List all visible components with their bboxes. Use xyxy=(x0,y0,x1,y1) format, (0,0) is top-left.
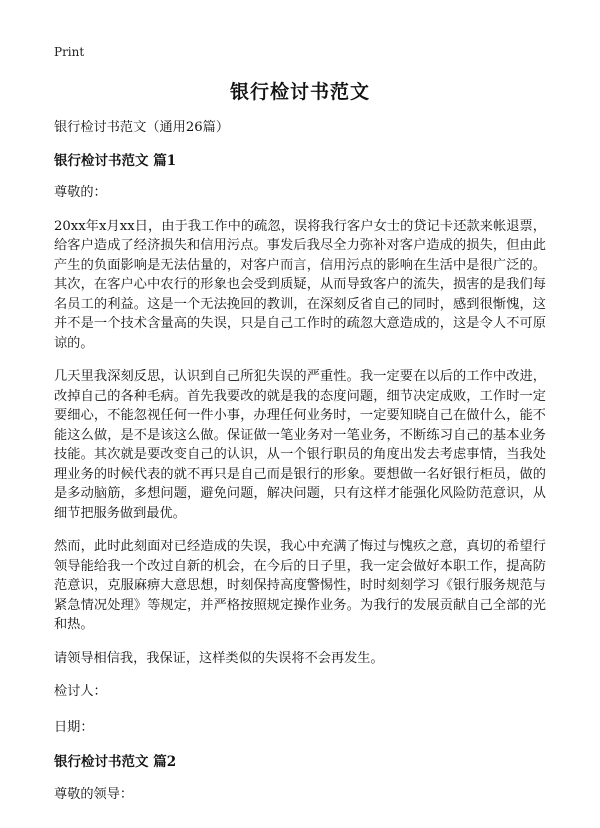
paragraph: 20xx年x月xx日，由于我工作中的疏忽，误将我行客户女士的贷记卡还款来帐退票，给客户造成了经济损失和信用污点。事发后我尽全力弥补对客户造成的损失，但由此产生的负面影响是无法估量的，对客户而言，信用污点的影响在生活中是很广泛的。其次，在客户心中农行的形象也会受到质疑，从而导致客户的流失，损害的是我们每名员工的利益。这是一个无法挽回的教训，在深刻反省自己的同时，感到很惭愧，这并不是一个技术含量高的失误，只是自己工作时的疏忽大意造成的，这是令人不可原谅的。 xyxy=(54,218,546,351)
page-title: 银行检讨书范文 xyxy=(229,81,370,103)
document-subtitle: 银行检讨书范文（通用26篇） xyxy=(54,120,230,135)
section-heading-1: 银行检讨书范文 篇1 xyxy=(54,152,177,169)
paragraph: 请领导相信我，我保证，这样类似的失误将不会再发生。 xyxy=(54,650,384,666)
greeting-2: 尊敬的领导： xyxy=(54,786,134,802)
greeting-1: 尊敬的： xyxy=(54,185,107,200)
signer-label: 检讨人： xyxy=(54,684,107,699)
paragraph: 几天里我深刻反思，认识到自己所犯失误的严重性。我一定要在以后的工作中改进，改掉自己的各种毛病。首先我要改的就是我的态度问题，细节决定成败，工作时一定要细心，不能忽视任何一件小事，办理任何业务时，一定要知晓自己在做什么，能不能这么做，是不是该这么做。保证做一笔业务对一笔业务，不断练习自己的基本业务技能。其次就是要改变自己的认识，从一个银行职员的角度出发去考虑事情，当我处理业务的时候代表的就不再只是自己而是银行的形象。要想做一名好银行柜员，做的是多动脑筋，多想问题，避免问题，解决问题，只有这样才能强化风险防范意识，从细节把服务做到最优。 xyxy=(54,369,546,521)
print-label[interactable]: Print xyxy=(54,45,85,59)
document-body xyxy=(54,118,546,818)
date-label: 日期： xyxy=(54,719,94,735)
paragraph: 然而，此时此刻面对已经造成的失误，我心中充满了悔过与愧疚之意，真切的希望行领导能给我一个改过自新的机会，在今后的日子里，我一定会做好本职工作，提高防范意识，克服麻痹大意思想，时刻保持高度警惕性，时时刻刻学习《银行服务规范与紧急情况处理》等规定，并严格按照规定操作业务。为我行的发展贡献自己全部的光和热。 xyxy=(54,539,546,632)
section-heading-2: 银行检讨书范文 篇2 xyxy=(54,754,177,770)
